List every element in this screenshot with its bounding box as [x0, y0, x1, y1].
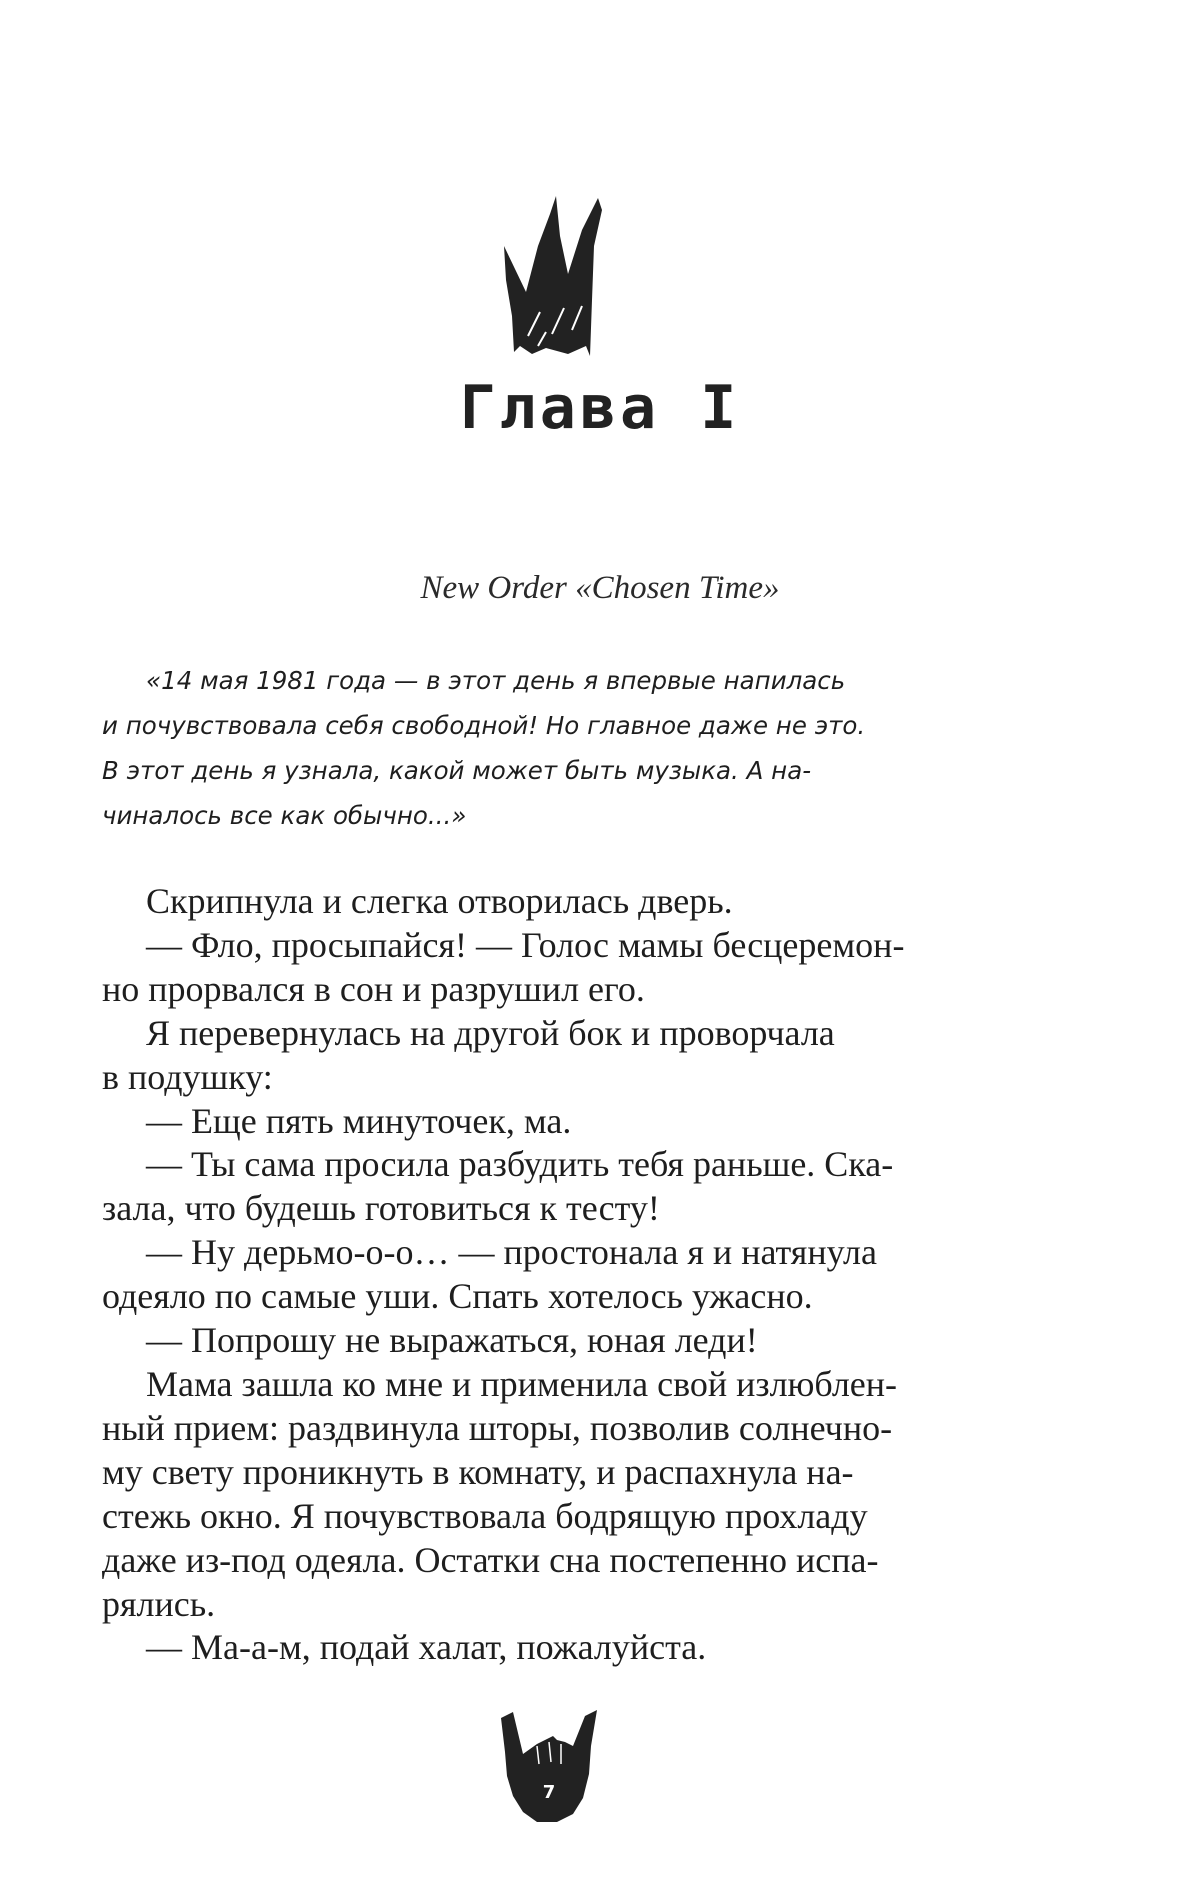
- text-line: — Ты сама просила разбудить тебя раньше. Ска-: [146, 1144, 894, 1185]
- text-line: зала, что будешь готовиться к тесту!: [102, 1188, 660, 1229]
- text-line: Скрипнула и слегка отворилась дверь.: [146, 881, 733, 921]
- diary-line: В этот день я узнала, какой может быть музыка. А на-: [102, 756, 812, 785]
- diary-line: и почувствовала себя свободной! Но главное даже не это.: [102, 711, 866, 740]
- text-line: рялись.: [102, 1583, 216, 1624]
- text-line: — Еще пять минуточек, ма.: [146, 1100, 572, 1141]
- text-line: одеяло по самые уши. Спать хотелось ужасно.: [102, 1276, 813, 1317]
- text-line: Я перевернулась на другой бок и проворчала: [146, 1012, 835, 1053]
- rock-hand-icon: [493, 1706, 605, 1824]
- text-line: Мама зашла ко мне и применила свой излюблен-: [146, 1363, 898, 1404]
- body-text: [102, 880, 1012, 1670]
- crown-icon: [498, 196, 604, 360]
- text-line: даже из-под одеяла. Остатки сна постепенно испа-: [102, 1539, 879, 1580]
- text-line: — Попрошу не выражаться, юная леди!: [146, 1320, 758, 1361]
- diary-entry: [102, 658, 1002, 838]
- text-line: в подушку:: [102, 1056, 273, 1097]
- chapter-title: Глава I: [459, 373, 741, 443]
- text-line: но прорвался в сон и разрушил его.: [102, 968, 645, 1009]
- text-line: стежь окно. Я почувствовала бодрящую прохладу: [102, 1495, 868, 1536]
- text-line: му свету проникнуть в комнату, и распахнула на-: [102, 1451, 854, 1492]
- text-line: ный прием: раздвинула шторы, позволив солнечно-: [102, 1407, 893, 1448]
- text-line: — Фло, просыпайся! — Голос мамы бесцеремон-: [146, 924, 905, 965]
- diary-line: чиналось все как обычно...»: [102, 801, 467, 830]
- epigraph: New Order «Chosen Time»: [420, 570, 780, 606]
- text-line: — Ма-а-м, подай халат, пожалуйста.: [146, 1627, 707, 1668]
- diary-line: «14 мая 1981 года — в этот день я впервые напилась: [146, 666, 846, 695]
- page-number: 7: [542, 1782, 556, 1803]
- text-line: — Ну дерьмо-о-о… — простонала я и натянула: [146, 1232, 877, 1273]
